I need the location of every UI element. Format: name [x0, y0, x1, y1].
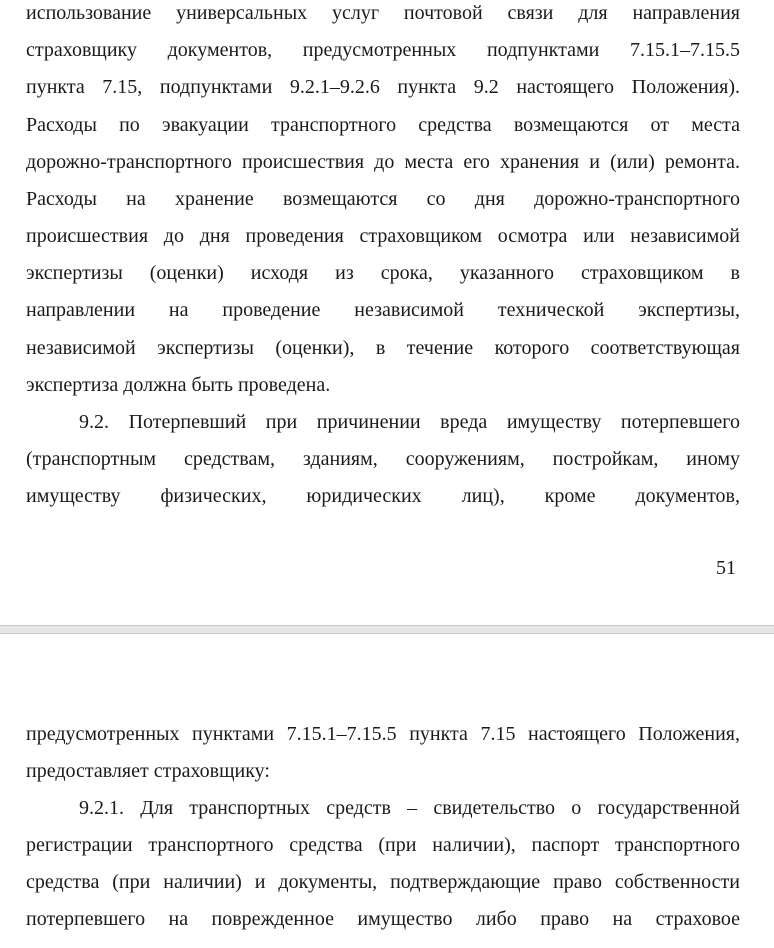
text-line: потерпевшего на поврежденное имущество либо право на страховое: [26, 908, 740, 930]
text-line: (транспортным средствам, зданиям, сооружениям, постройкам, иному: [26, 448, 740, 470]
text-line: Расходы на хранение возмещаются со дня дорожно-транспортного: [26, 188, 740, 210]
text-line: независимой экспертизы (оценки), в течение которого соответствующая: [26, 337, 740, 359]
text-line: дорожно-транспортного происшествия до места его хранения и (или) ремонта.: [26, 151, 740, 173]
text-line: регистрации транспортного средства (при наличии), паспорт транспортного: [26, 834, 740, 856]
text-line: происшествия до дня проведения страховщиком осмотра или независимой: [26, 225, 740, 247]
text-line: предоставляет страховщику:: [26, 760, 270, 782]
text-line: предусмотренных пунктами 7.15.1–7.15.5 пункта 7.15 настоящего Положения,: [26, 723, 740, 745]
paragraph-start-line: 9.2.1. Для транспортных средств – свидетельство о государственной: [79, 797, 740, 819]
text-line: направлении на проведение независимой технической экспертизы,: [26, 299, 740, 321]
page-separator: [0, 625, 774, 634]
text-line: экспертизы (оценки) исходя из срока, указанного страховщиком в: [26, 262, 740, 284]
text-line: средства (при наличии) и документы, подтверждающие право собственности: [26, 871, 740, 893]
document-page-52: [0, 634, 774, 948]
text-line: пункта 7.15, подпунктами 9.2.1–9.2.6 пункта 9.2 настоящего Положения).: [26, 76, 740, 98]
text-line: использование универсальных услуг почтовой связи для направления: [26, 2, 740, 24]
text-line: имуществу физических, юридических лиц), кроме документов,: [26, 485, 740, 507]
page-number: 51: [716, 557, 736, 579]
text-line: страховщику документов, предусмотренных подпунктами 7.15.1–7.15.5: [26, 39, 740, 61]
paragraph-start-line: 9.2. Потерпевший при причинении вреда имуществу потерпевшего: [79, 411, 740, 433]
text-line: Расходы по эвакуации транспортного средства возмещаются от места: [26, 114, 740, 136]
text-line: экспертиза должна быть проведена.: [26, 374, 331, 396]
